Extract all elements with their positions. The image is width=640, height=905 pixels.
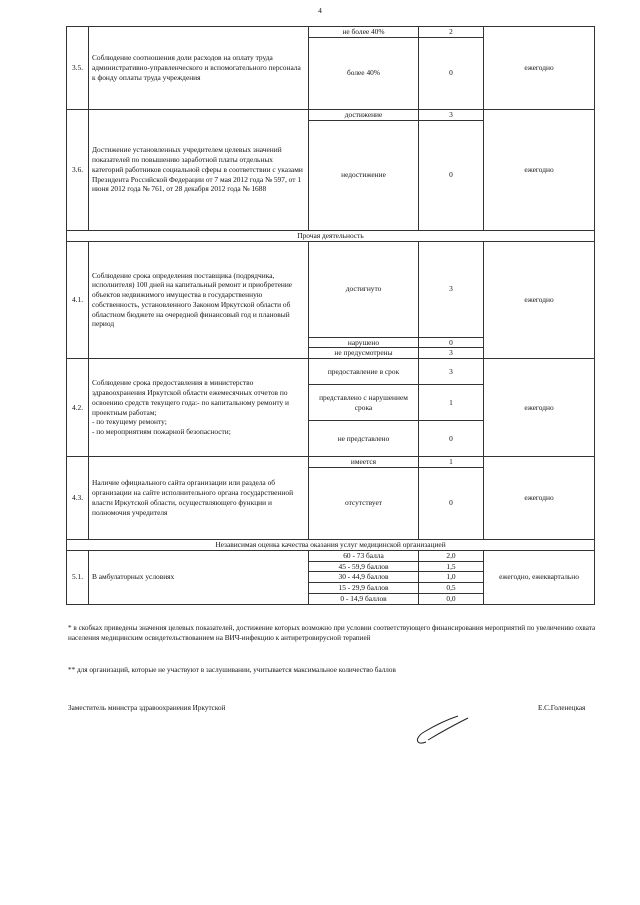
option-label: не представлено <box>309 421 419 457</box>
option-label: 30 - 44,9 баллов <box>309 572 419 583</box>
criterion-description: В амбулаторных условиях <box>89 550 309 604</box>
option-label: 60 - 73 балла <box>309 550 419 561</box>
option-score: 3 <box>419 359 484 385</box>
option-score: 0,5 <box>419 583 484 594</box>
option-label: имеется <box>309 457 419 468</box>
option-score: 0,0 <box>419 593 484 604</box>
section-row <box>67 539 595 550</box>
option-label: 15 - 29,9 баллов <box>309 583 419 594</box>
period: ежегодно <box>484 109 595 230</box>
row-number: 3.6. <box>67 109 89 230</box>
period: ежегодно <box>484 457 595 540</box>
signatory-name: Е.С.Голенецкая <box>538 704 586 712</box>
table-row <box>67 109 595 120</box>
row-number: 4.2. <box>67 359 89 457</box>
criterion-description: Достижение установленных учредителем целевых значений показателей по повышению заработной платы отдельных категорий работников социальной сферы в соответствии с указами Президента Российской Федерации от 7 мая 2012 года № 597, от 1 июня 2012 года № 761, от 28 декабря 2012 года № 1688 <box>89 109 309 230</box>
section-title: Прочая деятельность <box>67 230 595 241</box>
option-label: предоставление в срок <box>309 359 419 385</box>
description-line: - по мероприятиям пожарной безопасности; <box>92 427 231 437</box>
criterion-description <box>89 359 309 457</box>
option-label: достигнуто <box>309 241 419 337</box>
section-row <box>67 230 595 241</box>
option-score: 1 <box>419 385 484 421</box>
option-label: более 40% <box>309 37 419 109</box>
option-score: 0 <box>419 467 484 539</box>
row-number: 3.5. <box>67 27 89 110</box>
option-score: 1,0 <box>419 572 484 583</box>
option-label: представлено с нарушением срока <box>309 385 419 421</box>
description-line: Соблюдение срока предоставления в министерство здравоохранения Иркутской области ежемесячных отчетов по освоению средств текущего года:- по капитальному ремонту и проектным работам; <box>92 378 289 417</box>
signatory-position: Заместитель министра здравоохранения Иркутской <box>68 704 226 712</box>
table-row <box>67 359 595 385</box>
option-score: 0 <box>419 37 484 109</box>
table-row <box>67 27 595 38</box>
period: ежегодно <box>484 241 595 359</box>
row-number: 5.1. <box>67 550 89 604</box>
criterion-description: Соблюдение срока определения поставщика (подрядчика, исполнителя) 100 дней на капитальный ремонт и приобретение объектов недвижимого имущества в государственную собственность, установленного Законом Иркутской области об областном бюджете на очередной финансовый год и плановый период <box>89 241 309 359</box>
option-label: нарушено <box>309 337 419 348</box>
footnote-1: * в скобках приведены значения целевых показателей, достижение которых возможно при условии соответствующего финансирования мероприятий по увеличению охвата населения медицинским освидетельствованием на ВИЧ-инфекцию к антиретровирусной терапией <box>68 624 596 642</box>
option-score: 3 <box>419 109 484 120</box>
option-label: не более 40% <box>309 27 419 38</box>
period: ежегодно <box>484 27 595 110</box>
table-row <box>67 457 595 468</box>
footnote-2: ** для организаций, которые не участвуют в заслушивании, учитывается максимальное количество баллов <box>68 666 396 674</box>
option-score: 0 <box>419 337 484 348</box>
handwritten-signature <box>412 712 472 748</box>
period: ежегодно <box>484 359 595 457</box>
page-number: 4 <box>318 6 322 15</box>
option-score: 1 <box>419 457 484 468</box>
option-score: 1,5 <box>419 561 484 572</box>
option-score: 2,0 <box>419 550 484 561</box>
description-line: - по текущему ремонту; <box>92 417 167 427</box>
option-label: 45 - 59,9 баллов <box>309 561 419 572</box>
table-row <box>67 550 595 561</box>
option-score: 3 <box>419 348 484 359</box>
row-number: 4.1. <box>67 241 89 359</box>
row-number: 4.3. <box>67 457 89 540</box>
option-score: 0 <box>419 120 484 230</box>
option-score: 0 <box>419 421 484 457</box>
criteria-table <box>66 26 595 605</box>
criterion-description: Наличие официального сайта организации или раздела об организации на сайте исполнительного органа государственной власти Иркутской области, осуществляющего функции и полномочия учредителя <box>89 457 309 540</box>
option-label: недостижение <box>309 120 419 230</box>
period: ежегодно, ежеквартально <box>484 550 595 604</box>
option-label: достижение <box>309 109 419 120</box>
option-score: 3 <box>419 241 484 337</box>
table-row <box>67 241 595 337</box>
option-score: 2 <box>419 27 484 38</box>
option-label: отсутствует <box>309 467 419 539</box>
criterion-description: Соблюдение соотношения доли расходов на оплату труда административно-управленческого и вспомогательного персонала к фонду оплаты труда учреждения <box>89 27 309 110</box>
option-label: не предусмотрены <box>309 348 419 359</box>
section-title: Независимая оценка качества оказания услуг медицинской организацией <box>67 539 595 550</box>
option-label: 0 - 14,9 баллов <box>309 593 419 604</box>
